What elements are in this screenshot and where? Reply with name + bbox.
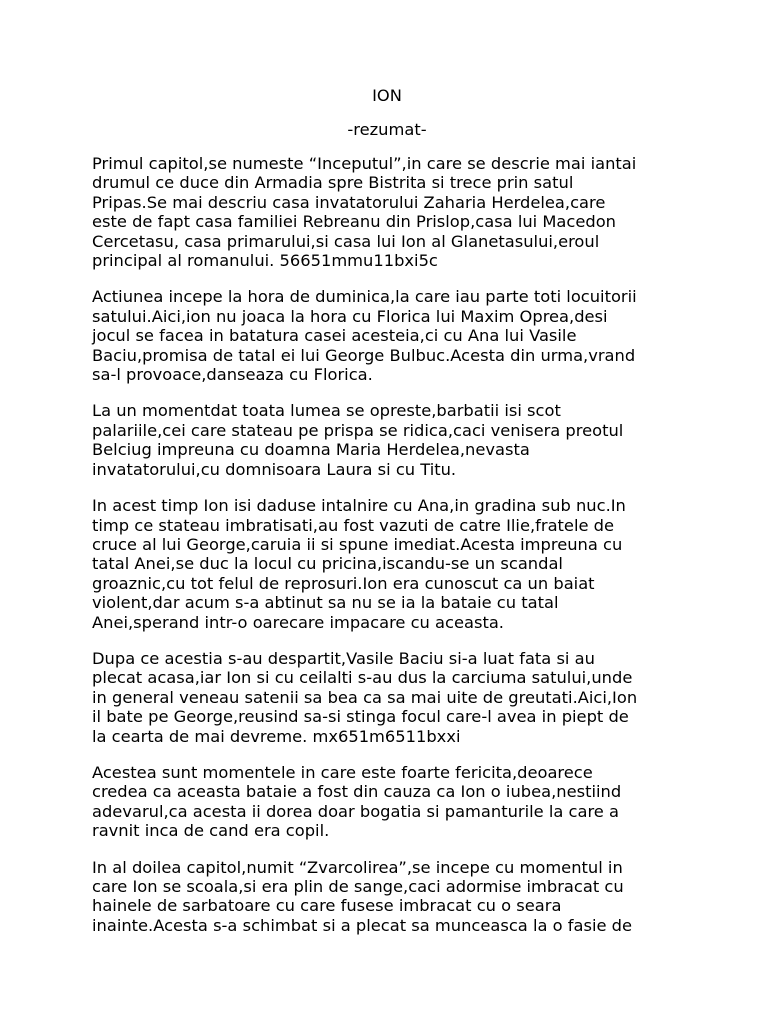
paragraph-line: invatatorului,cu domnisoara Laura si cu Titu. bbox=[92, 459, 457, 479]
document-subtitle: -rezumat- bbox=[347, 120, 427, 139]
paragraph-line: timp ce stateau imbratisati,au fost vazuti de catre Ilie,fratele de bbox=[92, 515, 615, 535]
paragraph-line: jocul se facea in batatura casei acesteia,ci cu Ana lui Vasile bbox=[92, 326, 577, 346]
paragraph-line: il bate pe George,reusind sa-si stinga focul care-l avea in piept de bbox=[92, 707, 629, 727]
paragraph-line: Anei,sperand intr-o oarecare impacare cu aceasta. bbox=[92, 612, 504, 632]
paragraph-line: la cearta de mai devreme. mx651m6511bxxi bbox=[92, 726, 461, 746]
paragraphs-container bbox=[92, 154, 682, 935]
paragraph-line: Belciug impreuna cu doamna Maria Herdelea,nevasta bbox=[92, 440, 530, 460]
paragraph-line: hainele de sarbatoare cu care fusese imbracat cu o seara bbox=[92, 896, 562, 916]
paragraph-line: Acestea sunt momentele in care este foarte fericita,deoarece bbox=[92, 762, 593, 782]
paragraph-line: Dupa ce acestia s-au despartit,Vasile Baciu si-a luat fata si au bbox=[92, 648, 595, 668]
paragraph-line: satului.Aici,ion nu joaca la hora cu Florica lui Maxim Oprea,desi bbox=[92, 306, 608, 326]
paragraph-line: violent,dar acum s-a abtinut sa nu se ia la bataie cu tatal bbox=[92, 593, 559, 613]
paragraph-line: In al doilea capitol,numit “Zvarcolirea”,se incepe cu momentul in bbox=[92, 857, 623, 877]
paragraph-line: principal al romanului. 56651mmu11bxi5c bbox=[92, 251, 438, 271]
paragraph bbox=[92, 401, 682, 479]
paragraph-line: adevarul,ca acesta ii dorea doar bogatia si pamanturile la care a bbox=[92, 801, 619, 821]
paragraph-line: sa-l provoace,danseaza cu Florica. bbox=[92, 365, 373, 385]
paragraph-line: inainte.Acesta s-a schimbat si a plecat sa munceasca la o fasie de bbox=[92, 915, 633, 935]
paragraph-line: este de fapt casa familiei Rebreanu din Prislop,casa lui Macedon bbox=[92, 212, 616, 232]
paragraph bbox=[92, 154, 682, 270]
paragraph-line: La un momentdat toata lumea se opreste,barbatii isi scot bbox=[92, 401, 561, 421]
paragraph-line: ravnit inca de cand era copil. bbox=[92, 821, 330, 841]
paragraph-line: tatal Anei,se duc la locul cu pricina,iscandu-se un scandal bbox=[92, 554, 563, 574]
paragraph-line: groaznic,cu tot felul de reprosuri.Ion era cunoscut ca un baiat bbox=[92, 573, 595, 593]
paragraph bbox=[92, 763, 682, 841]
paragraph bbox=[92, 496, 682, 632]
paragraph-line: Pripas.Se mai descriu casa invatatorului Zaharia Herdelea,care bbox=[92, 192, 606, 212]
paragraph bbox=[92, 858, 682, 936]
paragraph-line: Actiunea incepe la hora de duminica,la care iau parte toti locuitorii bbox=[92, 287, 637, 307]
document-content bbox=[92, 86, 682, 952]
paragraph-line: Cercetasu, casa primarului,si casa lui Ion al Glanetasului,eroul bbox=[92, 231, 600, 251]
paragraph-line: In acest timp Ion isi daduse intalnire cu Ana,in gradina sub nuc.In bbox=[92, 496, 626, 516]
paragraph bbox=[92, 649, 682, 746]
paragraph-line: plecat acasa,iar Ion si cu ceilalti s-au dus la carciuma satului,unde bbox=[92, 668, 633, 688]
paragraph-line: in general veneau satenii sa bea ca sa mai uite de greutati.Aici,Ion bbox=[92, 687, 638, 707]
paragraph-line: palariile,cei care stateau pe prispa se ridica,caci venisera preotul bbox=[92, 420, 624, 440]
paragraph-line: cruce al lui George,caruia ii si spune imediat.Acesta impreuna cu bbox=[92, 534, 623, 554]
document-title: ION bbox=[372, 86, 402, 105]
paragraph-line: Primul capitol,se numeste “Inceputul”,in care se descrie mai iantai bbox=[92, 154, 637, 173]
paragraph bbox=[92, 287, 682, 384]
paragraph-line: credea ca aceasta bataie a fost din cauza ca Ion o iubea,nestiind bbox=[92, 782, 622, 802]
paragraph-line: drumul ce duce din Armadia spre Bistrita si trece prin satul bbox=[92, 173, 574, 193]
paragraph-line: care Ion se scoala,si era plin de sange,caci adormise imbracat cu bbox=[92, 877, 624, 896]
paragraph-line: Baciu,promisa de tatal ei lui George Bulbuc.Acesta din urma,vrand bbox=[92, 345, 636, 365]
